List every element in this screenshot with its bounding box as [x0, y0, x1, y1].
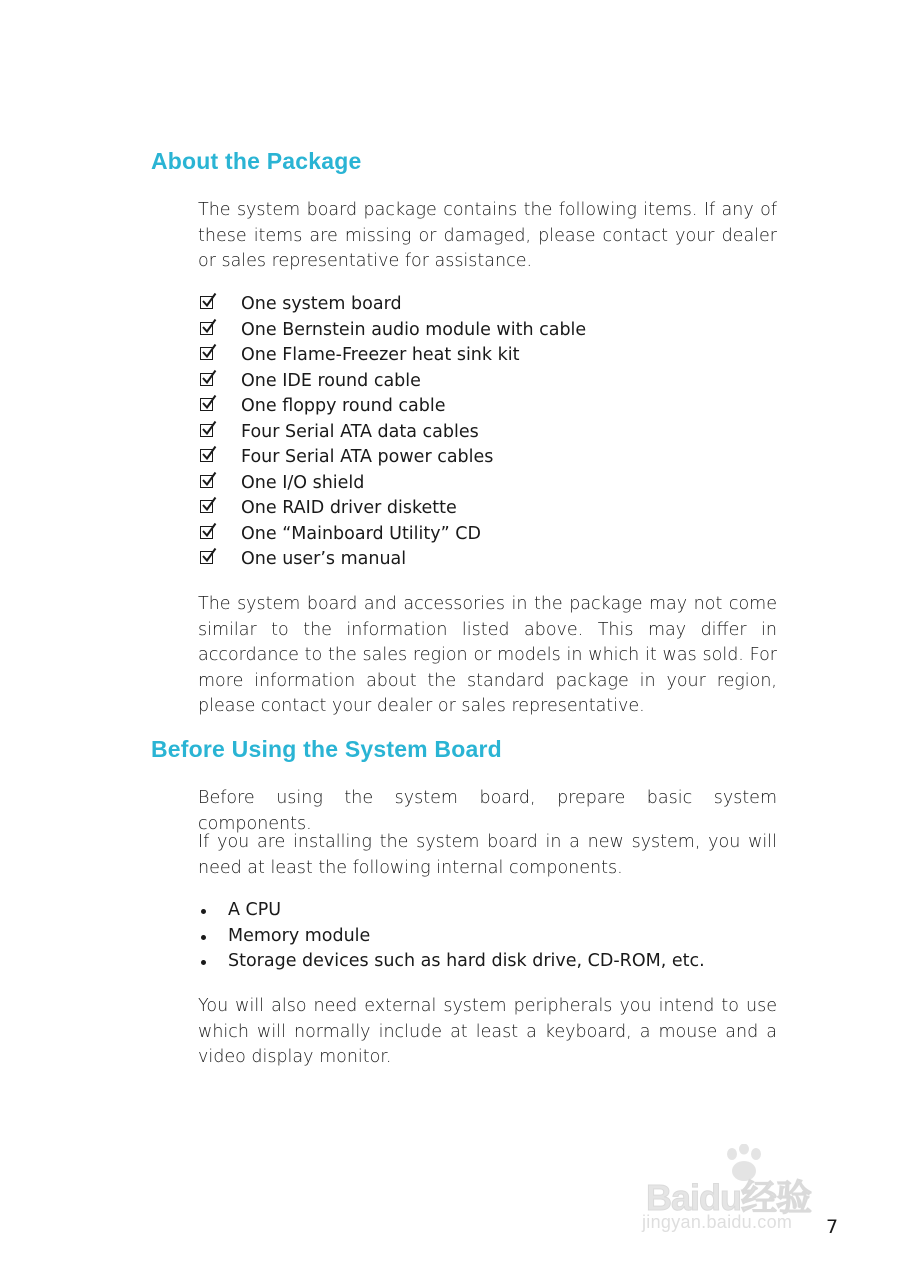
- checked-box-icon: [200, 551, 213, 564]
- list-item-label: One RAID driver diskette: [241, 498, 457, 518]
- bullet-icon: [201, 935, 206, 940]
- checked-box-icon: [200, 347, 213, 360]
- list-item: [200, 471, 586, 497]
- list-item-label: One system board: [241, 294, 402, 314]
- checked-box-icon: [200, 398, 213, 411]
- watermark-url: jingyan.baidu.com: [642, 1212, 793, 1232]
- package-contents-list: [200, 292, 586, 573]
- bullet-icon: [201, 909, 206, 914]
- internal-components-paragraph: If you are installing the system board in a new system, you will need at least the following internal components.: [198, 832, 777, 878]
- checked-box-icon: [200, 500, 213, 513]
- list-item: [200, 318, 586, 344]
- list-item-label: Memory module: [228, 925, 371, 946]
- list-item: [200, 292, 586, 318]
- section-title-about-package: About the Package: [151, 148, 362, 174]
- baidu-watermark: [640, 1140, 855, 1250]
- list-item: [200, 369, 586, 395]
- section-title-before-using: Before Using the System Board: [151, 736, 502, 762]
- list-item-label: One Bernstein audio module with cable: [241, 319, 587, 340]
- list-item: [200, 547, 586, 573]
- internal-components-list: [200, 898, 705, 975]
- list-item-label: Four Serial ATA data cables: [241, 421, 479, 442]
- list-item: [200, 924, 705, 950]
- checked-box-icon: [200, 449, 213, 462]
- list-item-label: One I/O shield: [241, 472, 365, 493]
- checked-box-icon: [200, 475, 213, 488]
- list-item-label: A CPU: [228, 900, 282, 920]
- list-item: [200, 343, 586, 369]
- list-item-label: One floppy round cable: [241, 396, 446, 416]
- checked-box-icon: [200, 322, 213, 335]
- checked-box-icon: [200, 424, 213, 437]
- list-item-label: One “Mainboard Utility” CD: [241, 523, 481, 544]
- list-item-label: One user’s manual: [241, 549, 407, 569]
- list-item: [200, 522, 586, 548]
- checked-box-icon: [200, 526, 213, 539]
- package-intro-paragraph: The system board package contains the following items. If any of these items are missing or damaged, please contact your dealer or sales representative for assistance.: [198, 200, 777, 271]
- bullet-icon: [201, 960, 206, 965]
- page-number: 7: [826, 1216, 839, 1238]
- package-note-paragraph: The system board and accessories in the package may not come similar to the information listed above. This may differ in accordance to the sales region or models in which it was sold. For more information about the standard package in your region, please contact your dealer or sales representative.: [198, 594, 777, 716]
- external-peripherals-paragraph: You will also need external system peripherals you intend to use which will normally include at least a keyboard, a mouse and a video display monitor.: [198, 996, 777, 1067]
- list-item: [200, 496, 586, 522]
- list-item-label: Storage devices such as hard disk drive, CD-ROM, etc.: [228, 951, 705, 971]
- checked-box-icon: [200, 296, 213, 309]
- list-item: [200, 420, 586, 446]
- list-item-label: Four Serial ATA power cables: [241, 447, 494, 467]
- list-item-label: One Flame-Freezer heat sink kit: [241, 345, 520, 365]
- watermark-logo-text: Baidu经验: [646, 1177, 812, 1218]
- list-item: [200, 394, 586, 420]
- list-item-label: One IDE round cable: [241, 370, 421, 391]
- list-item: [200, 445, 586, 471]
- checked-box-icon: [200, 373, 213, 386]
- prepare-components-paragraph: Before using the system board, prepare basic system components.: [198, 788, 777, 834]
- list-item: [200, 898, 705, 924]
- list-item: [200, 949, 705, 975]
